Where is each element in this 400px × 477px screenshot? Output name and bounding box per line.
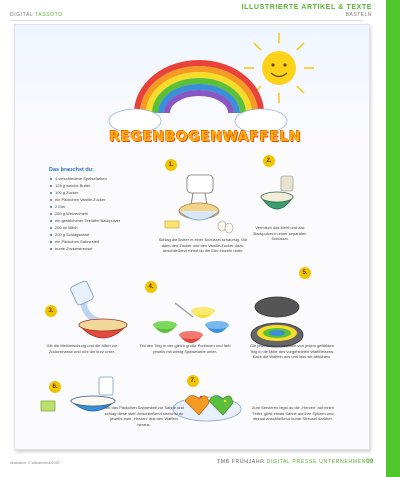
ingredient-item: 200 g Schlagsahne: [49, 231, 139, 238]
ingredient-item: 250 g Weizenmehl: [49, 210, 139, 217]
ingredient-item: 2 Eier: [49, 203, 139, 210]
footer-accent: DIGITAL PRESSE UNTERNEHMEN: [266, 459, 367, 465]
footer-prefix: TMB FRÜHJAHR: [217, 459, 267, 465]
step-2-illustration: [261, 176, 293, 209]
ingredient-item: 100 g Zucker: [49, 189, 139, 196]
header-left-accent: TASSOTO: [35, 12, 63, 18]
brand-side-bar: [386, 0, 400, 477]
step-2-badge: 2.: [263, 155, 275, 167]
ingredient-heading: Das brauchst du:: [49, 167, 94, 173]
ingredient-list: [49, 167, 139, 252]
illustration-credit: Illustration: © Wiedenbeck/2020: [10, 461, 60, 465]
ingredient-item: ein gestrichener Teelöffel Backpulver: [49, 217, 139, 224]
page-header: [242, 4, 372, 18]
step-5-text: Gib jeweils einen Esslöffel von jedem gefärbten Teig in die Mitte des vorgeheizten Waffeleisens. Back die Waffeln aus und lass sie abkühlen.: [249, 343, 335, 360]
step-1-text: Schlag die Butter in einer Schüssel schaumig. Gib dann den Zucker und den Vanille-Zucker dazu. Anschließend rührst du die Eier einzeln unter.: [158, 237, 248, 254]
step-5-illustration: [251, 297, 303, 347]
ingredient-item: bunte Zuckerstreusel: [49, 245, 139, 252]
step-3-text: Gib die Mehlmischung und die Milch zur Zuckermasse und rühr die kurz unter.: [46, 343, 118, 354]
step-6-badge: 6.: [49, 381, 61, 393]
step-4-illustration: [153, 303, 229, 343]
ingredient-item: 4 verschiedene Speisefarben: [49, 175, 139, 182]
section-subtitle: BASTELN: [345, 12, 372, 18]
step-3-illustration: [70, 280, 127, 338]
header-left-prefix: DIGITAL: [10, 12, 35, 18]
step-1-badge: 1.: [165, 159, 177, 171]
recipe-sheet: [14, 24, 370, 450]
step-6-text: Gib das Päckchen Sahnesteif zur Sahne und schlag diese steif. Anschließend streichst du jeweils zwei „Herzen“ aus den Waffeln heraus.: [104, 405, 184, 427]
step-1-illustration: [165, 175, 233, 233]
ingredient-item: 125 g weiche Butter: [49, 182, 139, 189]
rainbow-illustration: [137, 63, 261, 113]
ingredient-item: ein Päckchen Vanille-Zucker: [49, 196, 139, 203]
step-4-badge: 4.: [145, 281, 157, 293]
ingredient-item: ein Päckchen Sahnesteif: [49, 238, 139, 245]
section-title: ILLUSTRIERTE ARTIKEL & TEXTE: [241, 4, 372, 11]
step-7-badge: 7.: [187, 375, 199, 387]
recipe-title: REGENBOGENWAFFELN: [109, 129, 301, 145]
footer-publication: [217, 459, 366, 465]
header-divider: [10, 20, 362, 21]
step-7-text: Zum Servieren legst du die „Herzen“ auf einen Teller, gibst etwas Sahne auf ihre Spitzen und streust anschließend bunte Streusel darüber.: [251, 405, 335, 422]
step-5-badge: 5.: [299, 267, 311, 279]
step-3-badge: 3.: [45, 305, 57, 317]
page-number: 09: [366, 458, 374, 465]
step-2-text: Vermisch das Mehl und das Backpulver in einer separaten Schüssel.: [253, 225, 307, 242]
step-4-text: Teil den Teig in vier gleich große Portionen und färb jeweils mit wenig Speisefarbe unter.: [139, 343, 231, 354]
ingredient-item: 250 ml Milch: [49, 224, 139, 231]
header-left-label: [10, 12, 63, 18]
